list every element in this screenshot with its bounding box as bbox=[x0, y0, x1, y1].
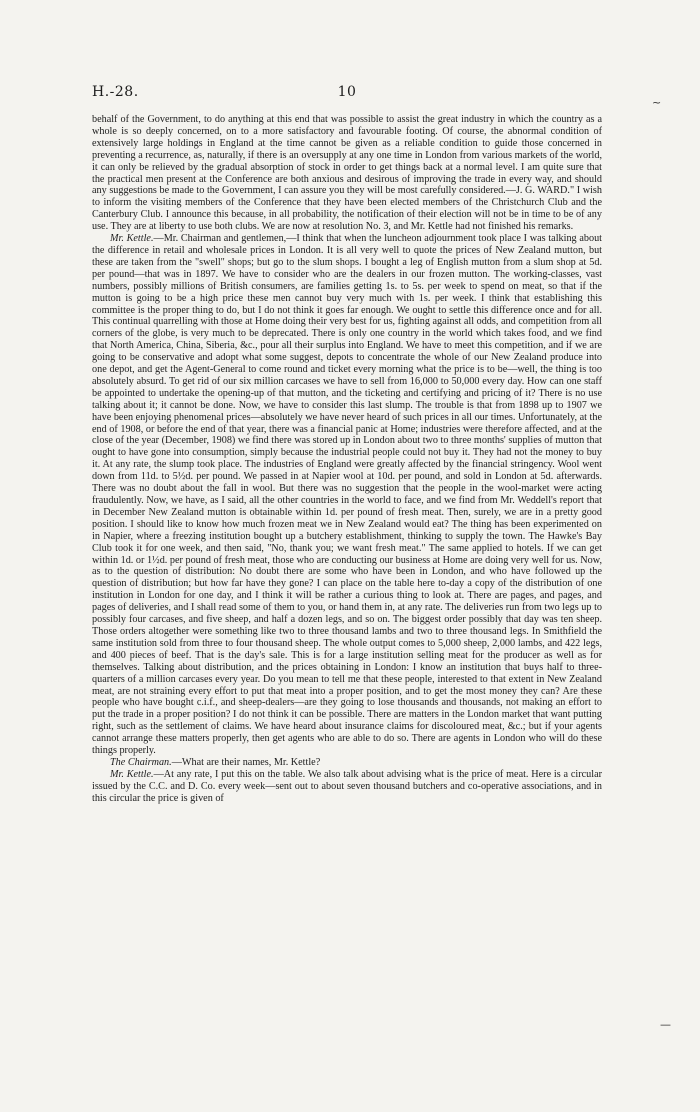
document-reference: H.-28. bbox=[92, 84, 139, 100]
speaker: The Chairman. bbox=[110, 756, 172, 768]
margin-mark: — bbox=[660, 1018, 671, 1031]
paragraph bbox=[92, 233, 602, 757]
paragraph-text: —Mr. Chairman and gentlemen,—I think that when the luncheon adjournment took place I was talking about the difference in retail and wholesale prices in London. It is all very well to quote the prices of New Zealand mutton, but these are taken from the "swell" shops; but go to the slum shops. I bought a leg of English mutton from a slum shop at 5d. per pound—that was in 1897. We have to consider who are the dealers in our frozen mutton. The working-classes, vast numbers, possibly millions of British consumers, are families getting 1s. to 5s. per week to spend on meat, so that if the mutton is going to be a high price these men cannot buy very much with 1s. per week. I think that establishing this committee is the proper thing to do, but I do not think it goes far enough. We ought to settle this difference once and for all. This continual quarrelling with those at Home doing their very best for us, fighting against all odds, and competition from all corners of the globe, is very much to be deprecated. There is only one country in the world which takes food, and we find that North America, China, Siberia, &c., pour all their surplus into England. We have to meet this competition, and if we are going to be conservative and adopt what some suggest, depots to concentrate the whole of our New Zealand produce into one depot, and get the Agent-General to come round and ticket every morning what the price is to be—well, the thing is too absolutely absurd. To get rid of our six million carcases we have to sell from 16,000 to 50,000 every day. How can one staff be appointed to undertake the opening-up of that mutton, and the ticketing and certifying and pricing of it? There is no use talking about it; it cannot be done. Now, we have to consider this last slump. The trouble is that from 1898 up to 1907 we have been enjoying phenomenal prices—absolutely we have never heard of such prices in all our times. Unfortunately, at the end of 1908, or before the end of that year, there was a financial panic at Home; industries were therefore affected, and at the close of the year (December, 1908) we find there was stored up in London about two to three months' supplies of mutton that ought to have gone into consumption, simply because the industrial people could not buy it. They had not the money to buy it. At any rate, the slump took place. The industries of England were greatly affected by the financial stringency. Wool went down from 11d. to 5½d. per pound. We passed in at Napier wool at 10d. per pound, and sold in London at 5d. afterwards. There was no doubt about the fall in wool. But there was no suggestion that the people in the wool-market were acting fraudulently. Now, we have, as I said, all the other countries in the world to face, and we find from Mr. Weddell's report that in December New Zealand mutton is obtainable within 1d. per pound of fresh meat. Then, surely, we are in a pretty good position. I should like to know how much frozen meat we in New Zealand would eat? The thing has been experimented on in Napier, where a freezing institution bought up a butchery establishment, thinking to supply the town. The Hawke's Bay Club took it for one week, and then said, "No, thank you; we want fresh meat." The same applied to hotels. If we can get within 1d. or 1½d. per pound of fresh meat, those who are conducting our business at Home are doing very well for us. Now, as to the question of distribution: No doubt there are some who have been in London, and who have followed up the question of distribution; but how far have they gone? I can place on the table here to-day a copy of the distribution of one institution in London for one day, and I think it will be rather a curious thing to look at. There are pages, and pages, and pages of deliveries, and I shall read some of them to you, or hand them in, at any rate. The deliveries run from two legs up to possibly four carcases, and five sheep, and half a dozen legs, and so on. The biggest order possibly that day was ten sheep. Those orders altogether were something like two to three thousand lambs and two to three thousand legs. In Smithfield the same institution sold from three to four thousand sheep. The whole output comes to 5,000 sheep, 2,000 lambs, and 422 legs, and 400 pieces of beef. That is the day's sale. This is for a large institution selling meat for the producer as well as for themselves. Talking about distribution, and the prices obtaining in London: I know an institution that buys half to three-quarters of a million carcases every year. Do you mean to tell me that these people, interested to that extent in New Zealand meat, are not straining every effort to put that meat into a proper position, and to get the most money they can? Are these people who have bought c.i.f., and sheep-dealers—are they going to lose thousands and thousands, not making an effort to put the trade in a proper position? I do not think it can be possible. There are matters in the London market that want putting right, such as the settlement of claims. We have heard about insurance claims for discoloured meat, &c.; but if your agents cannot arrange these matters properly, then get agents who are able to do so. There are agents in London who will do these things properly. bbox=[92, 233, 603, 757]
page-header bbox=[92, 84, 602, 102]
speaker: Mr. Kettle. bbox=[110, 768, 154, 780]
page-number: 10 bbox=[337, 84, 357, 100]
paragraph bbox=[92, 757, 602, 769]
paragraph bbox=[92, 769, 602, 805]
speaker: Mr. Kettle. bbox=[110, 233, 154, 245]
paragraph-text: behalf of the Government, to do anything at this end that was possible to assist the great industry in which the country as a whole is so deeply concerned, on to a more satisfactory and favourable footing. Of course, the abnormal condition of extensively large holdings in England at the time cannot be given as a reliable condition to guide those concerned in preventing a recurrence, as, naturally, if there is an oversupply at any one time in London from various markets of the world, it can only be relieved by the gradual absorption of stock in order to get things back at a normal level. I am quite sure that the practical men present at the Conference are both anxious and desirous of improving the trade in every way, and should any suggestions be made to the Government, I can assure you they will be most carefully considered.—J. G. WARD." I wish to inform the visiting members of the Conference that they have been elected members of the Christchurch Club and the Canterbury Club. I announce this because, in all probability, the notification of their election will not be in time to be of any use. They are at liberty to use both clubs. We are now at resolution No. 3, and Mr. Kettle had not finished his remarks. bbox=[92, 114, 602, 233]
paragraph bbox=[92, 114, 602, 233]
paragraph-text: —At any rate, I put this on the table. We also talk about advising what is the price of meat. Here is a circular issued by the C.C. and D. Co. every week—sent out to about seven thousand butchers and co-operative associations, and in this circular the price is given of bbox=[92, 768, 602, 804]
body-text bbox=[92, 114, 602, 805]
paragraph-text: —What are their names, Mr. Kettle? bbox=[171, 756, 321, 768]
margin-mark: ~ bbox=[652, 96, 662, 109]
